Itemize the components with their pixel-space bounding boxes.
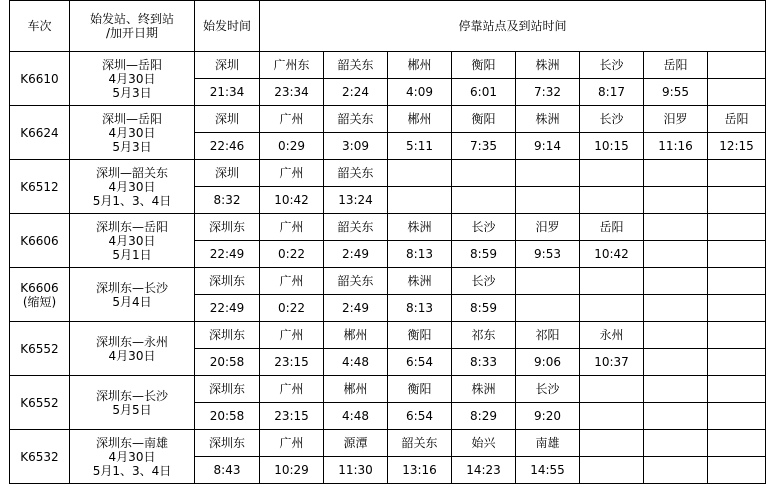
train-number: K6606 — [20, 233, 59, 248]
stop-station: 郴州 — [388, 52, 452, 79]
stop-station: 广州东 — [260, 52, 324, 79]
arrival-time: 11:16 — [644, 133, 708, 160]
stop-station — [516, 160, 580, 187]
arrival-time: 8:13 — [388, 241, 452, 268]
stop-station — [644, 268, 708, 295]
stop-station: 郴州 — [388, 106, 452, 133]
stop-station: 郴州 — [324, 376, 388, 403]
arrival-time — [708, 295, 766, 322]
route-name: 深圳—韶关东 — [95, 165, 168, 180]
stop-station: 祁东 — [452, 322, 516, 349]
arrival-time: 11:30 — [324, 457, 388, 484]
departure-time: 22:49 — [195, 295, 260, 322]
route-date: 4月30日 — [108, 233, 156, 248]
stop-station: 株洲 — [388, 214, 452, 241]
route-name: 深圳东—岳阳 — [95, 219, 168, 234]
route-date: 5月4日 — [112, 294, 152, 309]
route-cell — [70, 160, 195, 214]
arrival-time: 14:23 — [452, 457, 516, 484]
train-number-cell — [10, 106, 70, 160]
stop-station: 长沙 — [580, 52, 644, 79]
arrival-time — [644, 457, 708, 484]
train-number: K6624 — [20, 125, 59, 140]
train-note: (缩短) — [22, 294, 57, 309]
route-name: 深圳东—南雄 — [95, 435, 168, 450]
arrival-time — [580, 403, 644, 430]
arrival-time: 0:22 — [260, 241, 324, 268]
arrival-time: 0:22 — [260, 295, 324, 322]
arrival-time — [708, 349, 766, 376]
stop-station: 株洲 — [452, 376, 516, 403]
arrival-time: 2:49 — [324, 241, 388, 268]
stop-station: 郴州 — [324, 322, 388, 349]
origin-station: 深圳 — [195, 52, 260, 79]
train-schedule-table — [9, 0, 766, 484]
train-number: K6552 — [20, 341, 59, 356]
route-name: 深圳东—长沙 — [95, 280, 168, 295]
arrival-time: 8:17 — [580, 79, 644, 106]
header-route-line2: /加开日期 — [105, 26, 159, 40]
arrival-time: 9:55 — [644, 79, 708, 106]
route-name: 深圳东—长沙 — [95, 388, 168, 403]
departure-time: 22:46 — [195, 133, 260, 160]
arrival-time — [516, 187, 580, 214]
stop-station: 韶关东 — [324, 52, 388, 79]
arrival-time: 6:54 — [388, 403, 452, 430]
header-stops: 停靠站点及到站时间 — [260, 1, 766, 52]
arrival-time: 14:55 — [516, 457, 580, 484]
departure-time: 20:58 — [195, 403, 260, 430]
arrival-time — [708, 457, 766, 484]
header-route-line1: 始发站、终到站 — [89, 12, 174, 26]
route-cell — [70, 106, 195, 160]
arrival-time: 10:15 — [580, 133, 644, 160]
arrival-time: 7:32 — [516, 79, 580, 106]
arrival-time: 8:13 — [388, 295, 452, 322]
train-number-cell — [10, 268, 70, 322]
arrival-time — [708, 403, 766, 430]
arrival-time: 6:54 — [388, 349, 452, 376]
origin-station: 深圳东 — [195, 430, 260, 457]
arrival-time: 10:42 — [260, 187, 324, 214]
train-number-cell — [10, 214, 70, 268]
train-number-cell — [10, 376, 70, 430]
departure-time: 21:34 — [195, 79, 260, 106]
arrival-time: 2:24 — [324, 79, 388, 106]
header-route — [70, 1, 195, 52]
arrival-time — [644, 187, 708, 214]
table-row — [10, 376, 766, 403]
stop-station: 广州 — [260, 322, 324, 349]
train-number-cell — [10, 52, 70, 106]
stop-station: 衡阳 — [452, 106, 516, 133]
route-date: 4月30日 — [108, 125, 156, 140]
stop-station: 株洲 — [516, 106, 580, 133]
stop-station: 广州 — [260, 160, 324, 187]
stop-station: 始兴 — [452, 430, 516, 457]
arrival-time — [708, 241, 766, 268]
arrival-time: 8:59 — [452, 241, 516, 268]
arrival-time: 8:59 — [452, 295, 516, 322]
stop-station — [644, 160, 708, 187]
stop-station — [708, 214, 766, 241]
stop-station: 源潭 — [324, 430, 388, 457]
stop-station: 韶关东 — [324, 106, 388, 133]
arrival-time: 12:15 — [708, 133, 766, 160]
table-row — [10, 106, 766, 133]
arrival-time: 4:09 — [388, 79, 452, 106]
arrival-time: 10:42 — [580, 241, 644, 268]
arrival-time: 6:01 — [452, 79, 516, 106]
route-date: 4月30日 — [108, 348, 156, 363]
route-cell — [70, 322, 195, 376]
stop-station — [516, 268, 580, 295]
stop-station — [644, 214, 708, 241]
train-number: K6606 — [20, 280, 59, 295]
stop-station — [644, 322, 708, 349]
route-date: 5月1、3、4日 — [92, 193, 172, 208]
train-number-cell — [10, 430, 70, 484]
departure-time: 8:43 — [195, 457, 260, 484]
train-number: K6532 — [20, 449, 59, 464]
route-date: 5月1日 — [112, 247, 152, 262]
table-row — [10, 160, 766, 187]
arrival-time: 3:09 — [324, 133, 388, 160]
train-number: K6610 — [20, 71, 59, 86]
arrival-time — [644, 403, 708, 430]
stop-station — [580, 376, 644, 403]
table-row — [10, 268, 766, 295]
arrival-time: 10:29 — [260, 457, 324, 484]
stop-station: 衡阳 — [388, 322, 452, 349]
arrival-time: 8:33 — [452, 349, 516, 376]
table-row — [10, 214, 766, 241]
arrival-time: 10:37 — [580, 349, 644, 376]
table-row — [10, 322, 766, 349]
stop-station: 岳阳 — [644, 52, 708, 79]
arrival-time: 0:29 — [260, 133, 324, 160]
arrival-time: 7:35 — [452, 133, 516, 160]
arrival-time — [580, 457, 644, 484]
route-date: 5月1、3、4日 — [92, 463, 172, 478]
origin-station: 深圳东 — [195, 322, 260, 349]
arrival-time: 9:53 — [516, 241, 580, 268]
arrival-time: 4:48 — [324, 403, 388, 430]
arrival-time — [644, 295, 708, 322]
arrival-time — [708, 79, 766, 106]
route-date: 5月5日 — [112, 402, 152, 417]
stop-station: 长沙 — [580, 106, 644, 133]
route-cell — [70, 268, 195, 322]
arrival-time: 23:15 — [260, 349, 324, 376]
stop-station — [580, 160, 644, 187]
arrival-time — [388, 187, 452, 214]
table-row — [10, 430, 766, 457]
arrival-time: 13:16 — [388, 457, 452, 484]
arrival-time: 2:49 — [324, 295, 388, 322]
route-date: 4月30日 — [108, 179, 156, 194]
departure-time: 20:58 — [195, 349, 260, 376]
stop-station: 株洲 — [388, 268, 452, 295]
header-train: 车次 — [10, 1, 70, 52]
stop-station — [644, 376, 708, 403]
header-dep-time: 始发时间 — [195, 1, 260, 52]
stop-station — [708, 160, 766, 187]
arrival-time — [580, 187, 644, 214]
origin-station: 深圳 — [195, 160, 260, 187]
arrival-time — [708, 187, 766, 214]
stop-station: 岳阳 — [708, 106, 766, 133]
arrival-time — [644, 349, 708, 376]
stop-station: 汨罗 — [644, 106, 708, 133]
arrival-time: 23:15 — [260, 403, 324, 430]
stop-station: 岳阳 — [580, 214, 644, 241]
stop-station — [580, 430, 644, 457]
route-name: 深圳—岳阳 — [101, 111, 162, 126]
stop-station: 衡阳 — [452, 52, 516, 79]
stop-station — [452, 160, 516, 187]
train-number-cell — [10, 322, 70, 376]
departure-time: 8:32 — [195, 187, 260, 214]
table-row — [10, 52, 766, 79]
departure-time: 22:49 — [195, 241, 260, 268]
stop-station: 广州 — [260, 376, 324, 403]
arrival-time — [516, 295, 580, 322]
origin-station: 深圳东 — [195, 214, 260, 241]
stop-station: 广州 — [260, 268, 324, 295]
stop-station: 韶关东 — [324, 214, 388, 241]
stop-station — [388, 160, 452, 187]
route-cell — [70, 52, 195, 106]
train-number-cell — [10, 160, 70, 214]
route-cell — [70, 430, 195, 484]
route-name: 深圳东—永州 — [95, 334, 168, 349]
stop-station: 韶关东 — [324, 268, 388, 295]
arrival-time — [580, 295, 644, 322]
stop-station: 长沙 — [452, 268, 516, 295]
stop-station: 长沙 — [516, 376, 580, 403]
route-date: 4月30日 — [108, 449, 156, 464]
stop-station: 广州 — [260, 214, 324, 241]
train-number: K6552 — [20, 395, 59, 410]
stop-station — [708, 376, 766, 403]
route-name: 深圳—岳阳 — [101, 57, 162, 72]
route-date: 5月3日 — [112, 139, 152, 154]
arrival-time: 4:48 — [324, 349, 388, 376]
origin-station: 深圳东 — [195, 268, 260, 295]
stop-station: 衡阳 — [388, 376, 452, 403]
arrival-time: 13:24 — [324, 187, 388, 214]
arrival-time — [452, 187, 516, 214]
arrival-time: 23:34 — [260, 79, 324, 106]
arrival-time: 9:14 — [516, 133, 580, 160]
route-cell — [70, 376, 195, 430]
header-row — [10, 1, 766, 52]
train-number: K6512 — [20, 179, 59, 194]
origin-station: 深圳 — [195, 106, 260, 133]
arrival-time: 8:29 — [452, 403, 516, 430]
stop-station — [708, 268, 766, 295]
stop-station — [708, 52, 766, 79]
route-cell — [70, 214, 195, 268]
stop-station — [580, 268, 644, 295]
stop-station: 广州 — [260, 430, 324, 457]
origin-station: 深圳东 — [195, 376, 260, 403]
route-date: 5月3日 — [112, 85, 152, 100]
arrival-time — [644, 241, 708, 268]
arrival-time: 5:11 — [388, 133, 452, 160]
stop-station: 祁阳 — [516, 322, 580, 349]
stop-station: 广州 — [260, 106, 324, 133]
stop-station: 韶关东 — [324, 160, 388, 187]
arrival-time: 9:20 — [516, 403, 580, 430]
stop-station: 长沙 — [452, 214, 516, 241]
stop-station — [644, 430, 708, 457]
stop-station: 南雄 — [516, 430, 580, 457]
stop-station: 株洲 — [516, 52, 580, 79]
stop-station — [708, 322, 766, 349]
route-date: 4月30日 — [108, 71, 156, 86]
stop-station: 永州 — [580, 322, 644, 349]
stop-station: 韶关东 — [388, 430, 452, 457]
stop-station: 汨罗 — [516, 214, 580, 241]
stop-station — [708, 430, 766, 457]
arrival-time: 9:06 — [516, 349, 580, 376]
